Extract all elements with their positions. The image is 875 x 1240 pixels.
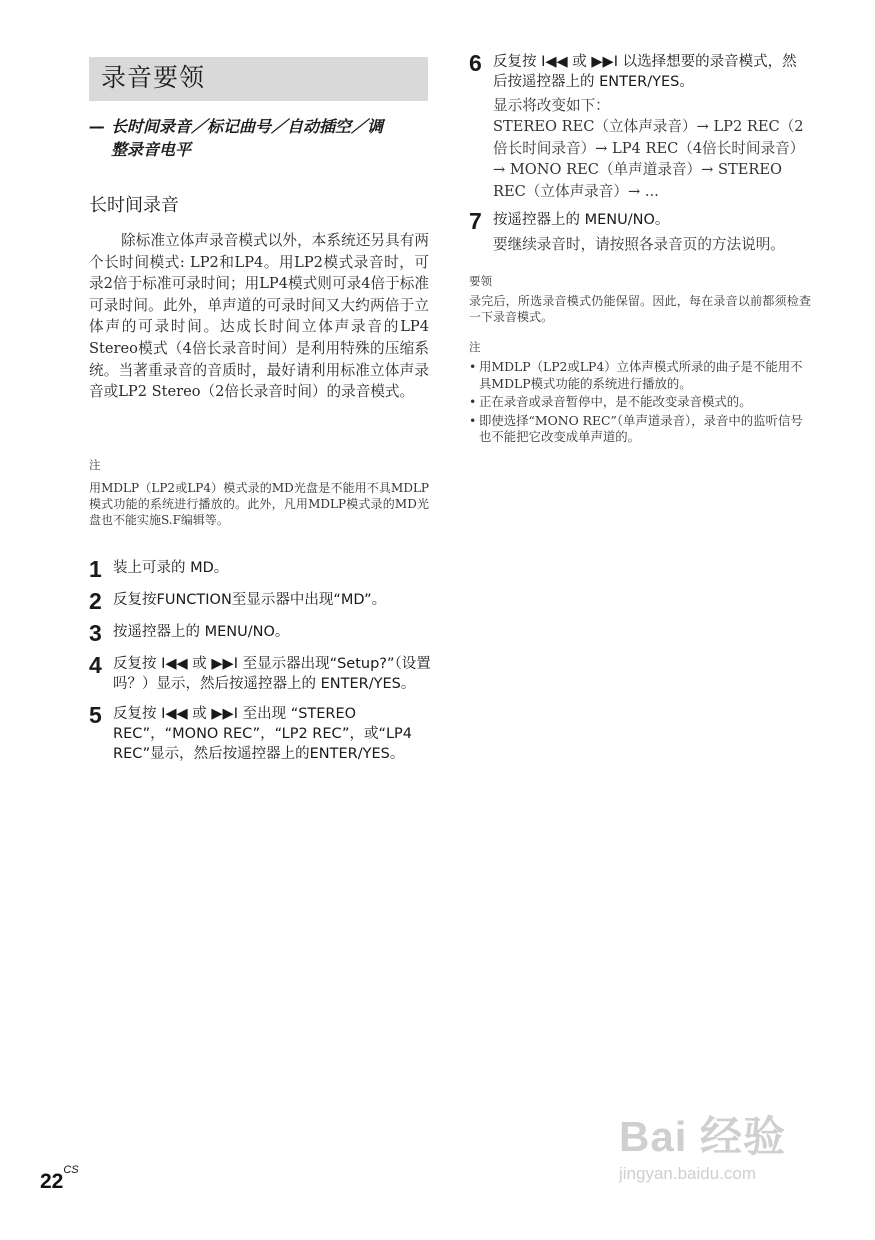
step-1	[89, 558, 434, 580]
note-right-item-text: 用MDLP（LP2或LP4）立体声模式所录的曲子是不能用不具MDLP模式功能的系统进行播放的。	[479, 359, 803, 391]
step-1-number: 1	[89, 556, 102, 582]
note-right-list	[469, 359, 811, 446]
step-3-text: 按遥控器上的 MENU/NO。	[113, 624, 290, 640]
note-right-item	[469, 359, 811, 392]
watermark-logo: Bai 经验	[619, 1113, 787, 1160]
title-banner	[89, 57, 428, 101]
step-5	[89, 704, 434, 764]
step-4-number: 4	[89, 652, 102, 678]
bullet-icon: •	[469, 359, 477, 375]
step-4	[89, 654, 434, 694]
intro-text: 除标准立体声录音模式以外，本系统还另具有两个长时间模式: LP2和LP4。用LP2模式录音时，可录2倍于标准可录时间；用LP4模式则可录4倍于标准可录时间。此外，单声道的可录时间又大约两倍于立体声的可录时间。达成长时间立体声录音的LP4 Stereo模式（4倍长录音时间）是利用特殊的压缩系统。当著重录音的音质时，最好请利用标准立体声录音或LP2 Stereo（2倍长录音时间）的录音模式。	[89, 232, 429, 401]
step-5-text: 反复按 I◀◀ 或 ▶▶I 至出现 “STEREO REC”，“MONO REC”，“LP2 REC”，或“LP4 REC”显示，然后按遥控器上的ENTER/YES。	[113, 706, 413, 762]
watermark	[619, 1104, 819, 1204]
note-right	[469, 339, 811, 446]
step-6-detail-line1: 显示将改变如下：	[493, 97, 610, 114]
step-7-detail: 要继续录音时，请按照各录音页的方法说明。	[493, 236, 785, 254]
step-4-text: 反复按 I◀◀ 或 ▶▶I 至显示器出现“Setup?”（设置吗？）显示，然后按遥控器上的 ENTER/YES。	[113, 656, 431, 692]
step-2-number: 2	[89, 588, 102, 614]
step-7	[469, 208, 811, 235]
bullet-icon: •	[469, 412, 477, 428]
bullet-icon: •	[469, 394, 477, 410]
page-title: 录音要领	[101, 63, 206, 92]
note-left-text: 用MDLP（LP2或LP4）模式录的MD光盘是不能用不具MDLP模式功能的系统进行播放的。此外，凡用MDLP模式录的MD光盘也不能实施S.F编辑等。	[89, 481, 429, 527]
page-number	[40, 1164, 79, 1194]
tip-heading: 要领	[469, 274, 492, 289]
subtitle-line1: 长时间录音／标记曲号／自动插空／调	[111, 117, 384, 136]
subtitle	[89, 115, 434, 161]
note-left	[89, 458, 429, 528]
tip-block	[469, 273, 811, 325]
note-right-item-text: 正在录音或录音暂停中，是不能改变录音模式的。	[479, 394, 752, 410]
subtitle-dash: —	[89, 117, 105, 136]
step-2	[89, 590, 434, 612]
steps-left	[89, 558, 434, 764]
step-5-number: 5	[89, 702, 102, 728]
step-3-number: 3	[89, 620, 102, 646]
step-2-text: 反复按FUNCTION至显示器中出现“MD”。	[113, 592, 387, 608]
step-6-number: 6	[469, 50, 482, 76]
page-number-value: 22	[40, 1170, 64, 1193]
note-right-heading: 注	[469, 340, 481, 355]
section-heading: 长时间录音	[89, 195, 179, 216]
step-6-text: 反复按 I◀◀ 或 ▶▶I 以选择想要的录音模式，然后按遥控器上的 ENTER/YES。	[493, 54, 797, 90]
step-7-number: 7	[469, 208, 482, 235]
step-3	[89, 622, 434, 644]
note-right-item	[469, 413, 811, 446]
page-number-suffix: CS	[63, 1164, 79, 1176]
step-6-detail-line2: STEREO REC（立体声录音）→ LP2 REC（2倍长时间录音）→ LP4 REC（4倍长时间录音）→ MONO REC（单声道录音）→ STEREO REC（立体声录音）→ ...	[493, 118, 805, 200]
watermark-url: jingyan.baidu.com	[619, 1164, 757, 1183]
tip-text: 录完后，所选录音模式仍能保留。因此，每在录音以前都须检查一下录音模式。	[469, 294, 811, 325]
intro-paragraph	[89, 230, 429, 403]
step-6	[469, 52, 811, 92]
note-right-item-text: 即使选择“MONO REC”（单声道录音），录音中的监听信号也不能把它改变成单声道的。	[479, 412, 803, 445]
note-left-heading: 注	[89, 460, 101, 472]
step-6-detail	[469, 95, 811, 202]
right-column	[469, 52, 811, 448]
note-right-item	[469, 394, 811, 411]
step-1-text: 装上可录的 MD。	[113, 560, 229, 576]
step-7-text: 按遥控器上的 MENU/NO。	[493, 212, 670, 229]
subtitle-line2: 整录音电平	[111, 140, 192, 159]
